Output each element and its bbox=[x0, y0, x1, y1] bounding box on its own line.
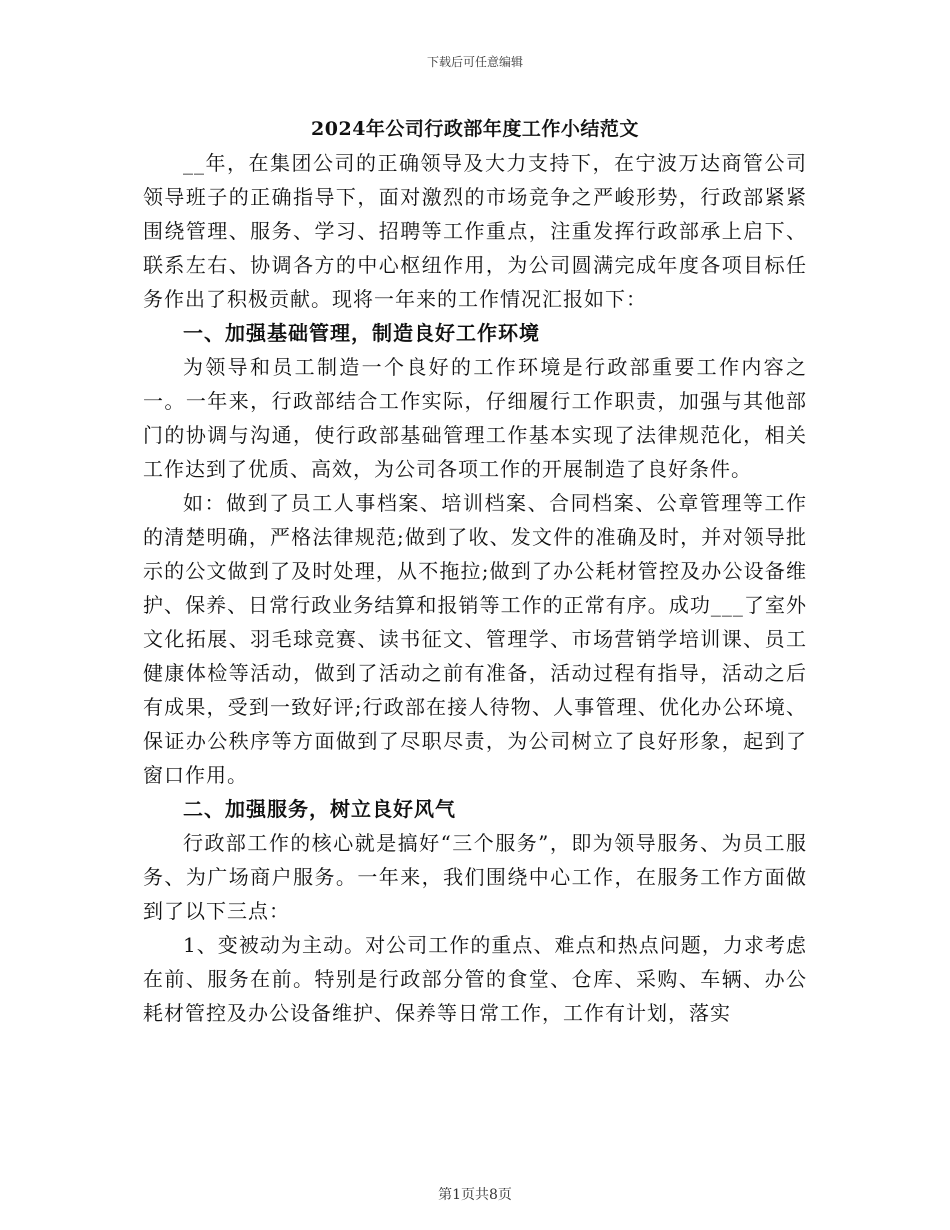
document-title: 2024年公司行政部年度工作小结范文 bbox=[311, 118, 639, 140]
section1-paragraph-2: 如：做到了员工人事档案、培训档案、合同档案、公章管理等工作的清楚明确，严格法律规范;做到了收、发文件的准确及时，并对领导批示的公文做到了及时处理，从不拖拉;做到了办公耗材管控及办公设备维护、保养、日常行政业务结算和报销等工作的正常有序。成功___了室外文化拓展、羽毛球竞赛、读书征文、管理学、市场营销学培训课、员工健康体检等活动，做到了活动之前有准备，活动过程有指导，活动之后有成果，受到一致好评;行政部在接人待物、人事管理、优化办公环境、保证办公秩序等方面做到了尽职尽责，为公司树立了良好形象，起到了窗口作用。 bbox=[143, 491, 807, 787]
page-header-note: 下载后可任意编辑 bbox=[426, 55, 523, 69]
page-footer-number: 第1页共8页 bbox=[438, 1187, 512, 1203]
section-heading-2: 二、加强服务，树立良好风气 bbox=[183, 797, 456, 821]
section-heading-1: 一、加强基础管理，制造良好工作环境 bbox=[183, 321, 540, 345]
document-body bbox=[143, 112, 807, 1030]
section1-paragraph-1: 为领导和员工制造一个良好的工作环境是行政部重要工作内容之一。一年来，行政部结合工作实际，仔细履行工作职责，加强与其他部门的协调与沟通，使行政部基础管理工作基本实现了法律规范化，相关工作达到了优质、高效，为公司各项工作的开展制造了良好条件。 bbox=[143, 355, 807, 481]
section2-paragraph-1: 行政部工作的核心就是搞好“三个服务”，即为领导服务、为员工服务、为广场商户服务。一年来，我们围绕中心工作，在服务工作方面做到了以下三点： bbox=[143, 831, 807, 923]
section2-paragraph-2: 1、变被动为主动。对公司工作的重点、难点和热点问题，力求考虑在前、服务在前。特别是行政部分管的食堂、仓库、采购、车辆、办公耗材管控及办公设备维护、保养等日常工作，工作有计划，落实 bbox=[143, 933, 807, 1025]
intro-paragraph: __年，在集团公司的正确领导及大力支持下，在宁波万达商管公司领导班子的正确指导下，面对激烈的市场竞争之严峻形势，行政部紧紧围绕管理、服务、学习、招聘等工作重点，注重发挥行政部承上启下、联系左右、协调各方的中心枢纽作用，为公司圆满完成年度各项目标任务作出了积极贡献。现将一年来的工作情况汇报如下： bbox=[143, 151, 807, 311]
